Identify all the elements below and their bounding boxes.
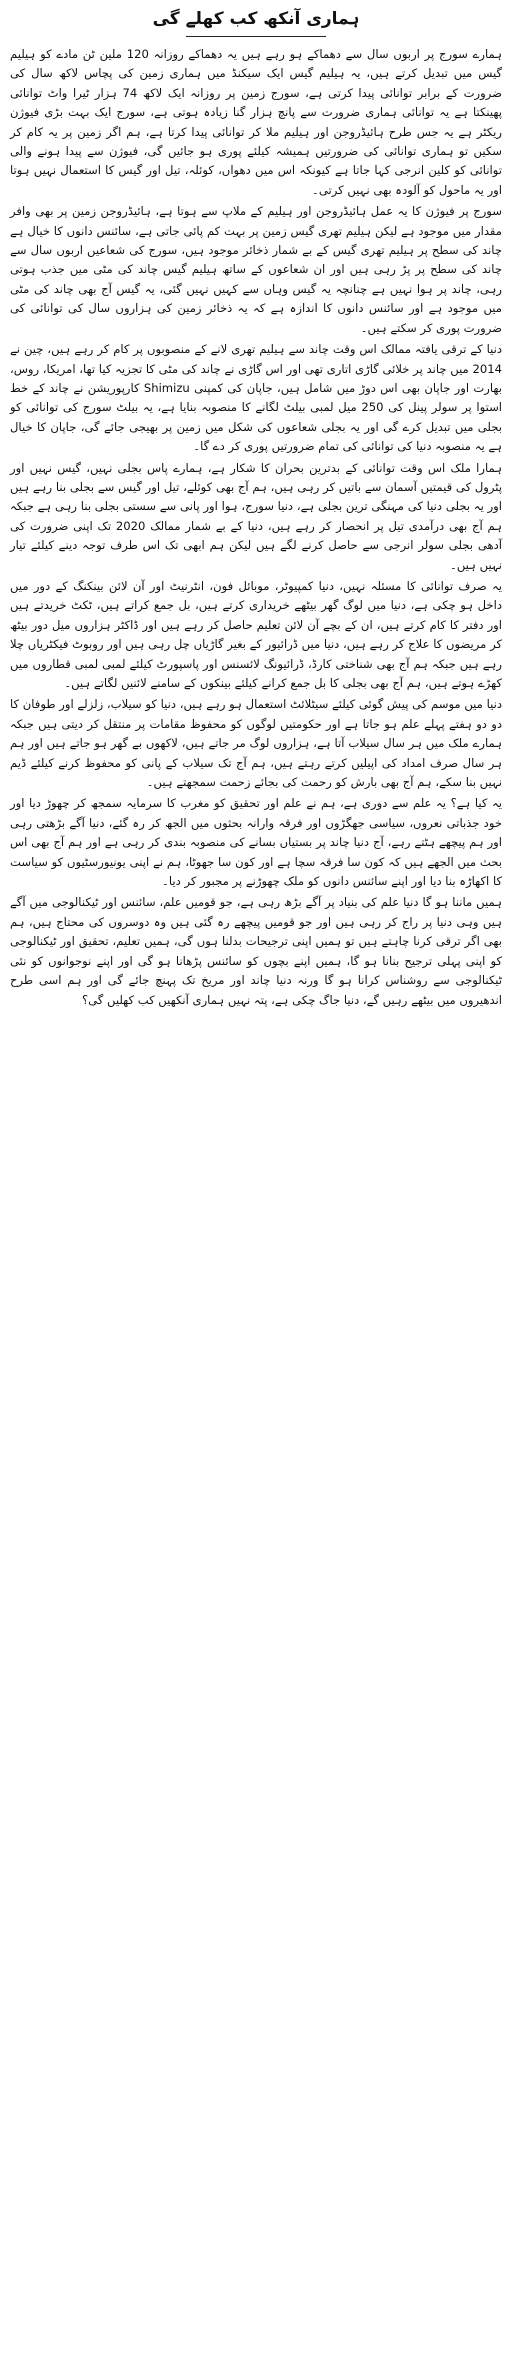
article-paragraph: ہمیں ماننا ہو گا دنیا علم کی بنیاد پر آگے بڑھ رہی ہے، جو قومیں علم، سائنس اور ٹیکنالوجی میں آگے ہیں وہی دنیا پر راج کر رہی ہیں اور جو قومیں پیچھے رہ گئی ہیں وہ دوسروں کی محتاج ہیں، ہم بھی اگر ترقی کرنا چاہتے ہیں تو ہمیں اپنی ترجیحات بدلنا ہوں گی، ہمیں تعلیم، تحقیق اور ٹیکنالوجی کو اپنی پہلی ترجیح بنانا ہو گا، ہمیں اپنے بچوں کو سائنس پڑھانا ہو گی اور اپنے نوجوانوں کو نئی ٹیکنالوجی سے روشناس کرانا ہو گا ورنہ دنیا چاند اور مریخ تک پہنچ جائے گی اور ہم اسی طرح اندھیروں میں بیٹھے رہیں گے، دنیا جاگ چکی ہے، پتہ نہیں ہماری آنکھیں کب کھلیں گی؟ bbox=[10, 895, 502, 1007]
article-headline: ہماری آنکھ کب کھلے گی bbox=[152, 9, 360, 29]
headline-underline bbox=[186, 36, 326, 37]
article-paragraph: یہ کیا ہے؟ یہ علم سے دوری ہے، ہم نے علم اور تحقیق کو مغرب کا سرمایہ سمجھ کر چھوڑ دیا اور خود جذباتی نعروں، سیاسی جھگڑوں اور فرقہ وارانہ بحثوں میں الجھ کر رہ گئے، دنیا آگے بڑھتی رہی اور ہم پیچھے ہٹتے رہے، آج دنیا چاند پر بستیاں بسانے کی منصوبہ بندی کر رہی ہے اور ہم آج بھی اس بحث میں الجھے ہیں کہ کون سا فرقہ سچا ہے اور کون سا جھوٹا، ہم نے اپنی یونیورسٹیوں کو سیاست کا اکھاڑہ بنا دیا اور اپنے سائنس دانوں کو ملک چھوڑنے پر مجبور کر دیا۔ bbox=[10, 796, 502, 889]
article-paragraph: سورج پر فیوژن کا یہ عمل ہائیڈروجن اور ہیلیم کے ملاپ سے ہوتا ہے، ہائیڈروجن زمین پر بھی وافر مقدار میں موجود ہے لیکن ہیلیم تھری گیس زمین پر بہت کم پائی جاتی ہے، سائنس دانوں کا خیال ہے چاند کی سطح پر ہیلیم تھری گیس کے بے شمار ذخائر موجود ہیں، سورج کی شعاعیں اربوں سال سے چاند کی سطح پر پڑ رہی ہیں اور ان شعاعوں کے ساتھ ہیلیم گیس چاند کی مٹی میں جذب ہوتی رہی، چاند پر ہوا نہیں ہے چنانچہ یہ گیس وہاں سے کہیں نہیں گئی، یہ گیس آج بھی چاند کی مٹی میں موجود ہے اور سائنس دانوں کا اندازہ ہے کہ یہ ذخائر زمین کی ہزاروں سال کی توانائی کی ضرورت پوری کر سکتے ہیں۔ bbox=[10, 204, 502, 335]
article-paragraph: دنیا کے ترقی یافتہ ممالک اس وقت چاند سے ہیلیم تھری لانے کے منصوبوں پر کام کر رہے ہیں، چین نے 2014 میں چاند پر خلائی گاڑی اتاری تھی اور اس گاڑی نے چاند کی مٹی کا تجزیہ کیا تھا، امریکا، روس، بھارت اور جاپان بھی اس دوڑ میں شامل ہیں، جاپان کی کمپنی Shimizu کارپوریشن نے چاند کے خط استوا پر سولر پینل کی 250 میل لمبی بیلٹ لگانے کا منصوبہ بنایا ہے، یہ بیلٹ سورج کی توانائی کو بجلی میں تبدیل کرے گی اور یہ بجلی شعاعوں کی شکل میں زمین پر بھیجی جائے گی، جاپان کا خیال ہے یہ منصوبہ دنیا کی توانائی کی تمام ضرورتیں پوری کر دے گا۔ bbox=[10, 342, 503, 454]
article-paragraph: ہمارا ملک اس وقت توانائی کے بدترین بحران کا شکار ہے، ہمارے پاس بجلی نہیں، گیس نہیں اور پٹرول کی قیمتیں آسمان سے باتیں کر رہی ہیں، ہم آج بھی کوئلے، تیل اور گیس سے بجلی بنا رہے ہیں اور یہ بجلی دنیا کی مہنگی ترین بجلی ہے، دنیا سورج، ہوا اور پانی سے سستی بجلی بنا رہی ہے جبکہ ہم آج بھی درآمدی تیل پر انحصار کر رہے ہیں، دنیا کے بے شمار ممالک 2020 تک اپنی ضرورت کی آدھی بجلی سولر انرجی سے حاصل کرنے لگے ہیں لیکن ہم ابھی تک اس طرف توجہ دینے کیلئے تیار نہیں ہیں۔ bbox=[10, 460, 502, 572]
article-paragraph: ہمارے سورج پر اربوں سال سے دھماکے ہو رہے ہیں یہ دھماکے روزانہ 120 ملین ٹن مادے کو ہیلیم گیس میں تبدیل کرتے ہیں، یہ ہیلیم گیس ایک سیکنڈ میں ہماری زمین کی پچاس لاکھ سال کی ضرورت کے برابر توانائی پیدا کرتی ہے، سورج زمین پر روزانہ ایک لاکھ 74 ہزار ٹیرا واٹ توانائی پھینکتا ہے یہ توانائی ہماری ضرورت سے پانچ ہزار گنا زیادہ ہوتی ہے، سورج ایک بہت بڑی فیوژن ریکٹر ہے یہ جس طرح ہائیڈروجن اور ہیلیم ملا کر توانائی پیدا کرتا ہے، ہم اگر زمین پر یہ کام کر سکیں تو ہماری توانائی کی ضرورتیں ہمیشہ کیلئے پوری ہو جائیں گی، فیوژن سے پیدا ہونے والی توانائی کو کلین انرجی کہا جاتا ہے کیونکہ اس میں دھواں، کوئلہ، تیل اور گیس کا استعمال نہیں ہوتا اور یہ ماحول کو آلودہ بھی نہیں کرتی۔ bbox=[10, 47, 502, 197]
article-paragraph: یہ صرف توانائی کا مسئلہ نہیں، دنیا کمپیوٹر، موبائل فون، انٹرنیٹ اور آن لائن بینکنگ کے دور میں داخل ہو چکی ہے، دنیا میں لوگ گھر بیٹھے خریداری کرتے ہیں، بل جمع کراتے ہیں، ٹکٹ خریدتے ہیں اور دفتر کا کام کرتے ہیں، ان کے بچے آن لائن تعلیم حاصل کر رہے ہیں اور ڈاکٹر ہزاروں میل دور بیٹھ کر مریضوں کا علاج کر رہے ہیں، دنیا میں ڈرائیور کے بغیر گاڑیاں چل رہی ہیں اور روبوٹ فیکٹریاں چلا رہے ہیں جبکہ ہم آج بھی شناختی کارڈ، ڈرائیونگ لائسنس اور پاسپورٹ کیلئے لمبی لمبی قطاروں میں کھڑے ہوتے ہیں، ہم آج بھی بجلی کا بل جمع کرانے کیلئے بینکوں کے سامنے لائنیں لگاتے ہیں۔ bbox=[10, 578, 502, 690]
bottom-spacer bbox=[10, 1012, 502, 1022]
article-body bbox=[10, 45, 502, 1010]
article-paragraph: دنیا میں موسم کی پیش گوئی کیلئے سیٹلائٹ استعمال ہو رہے ہیں، دنیا کو سیلاب، زلزلے اور طوفان کا دو دو ہفتے پہلے علم ہو جاتا ہے اور حکومتیں لوگوں کو محفوظ مقامات پر منتقل کر دیتی ہیں جبکہ ہمارے ملک میں ہر سال سیلاب آتا ہے، ہزاروں لوگ مر جاتے ہیں، لاکھوں بے گھر ہو جاتے ہیں اور ہم ہر سال صرف امداد کی اپیلیں کرتے رہتے ہیں، ہم آج تک سیلاب کے پانی کو محفوظ کرنے کیلئے ڈیم نہیں بنا سکے، ہم آج بھی بارش کو رحمت کی بجائے زحمت سمجھتے ہیں۔ bbox=[10, 697, 502, 790]
